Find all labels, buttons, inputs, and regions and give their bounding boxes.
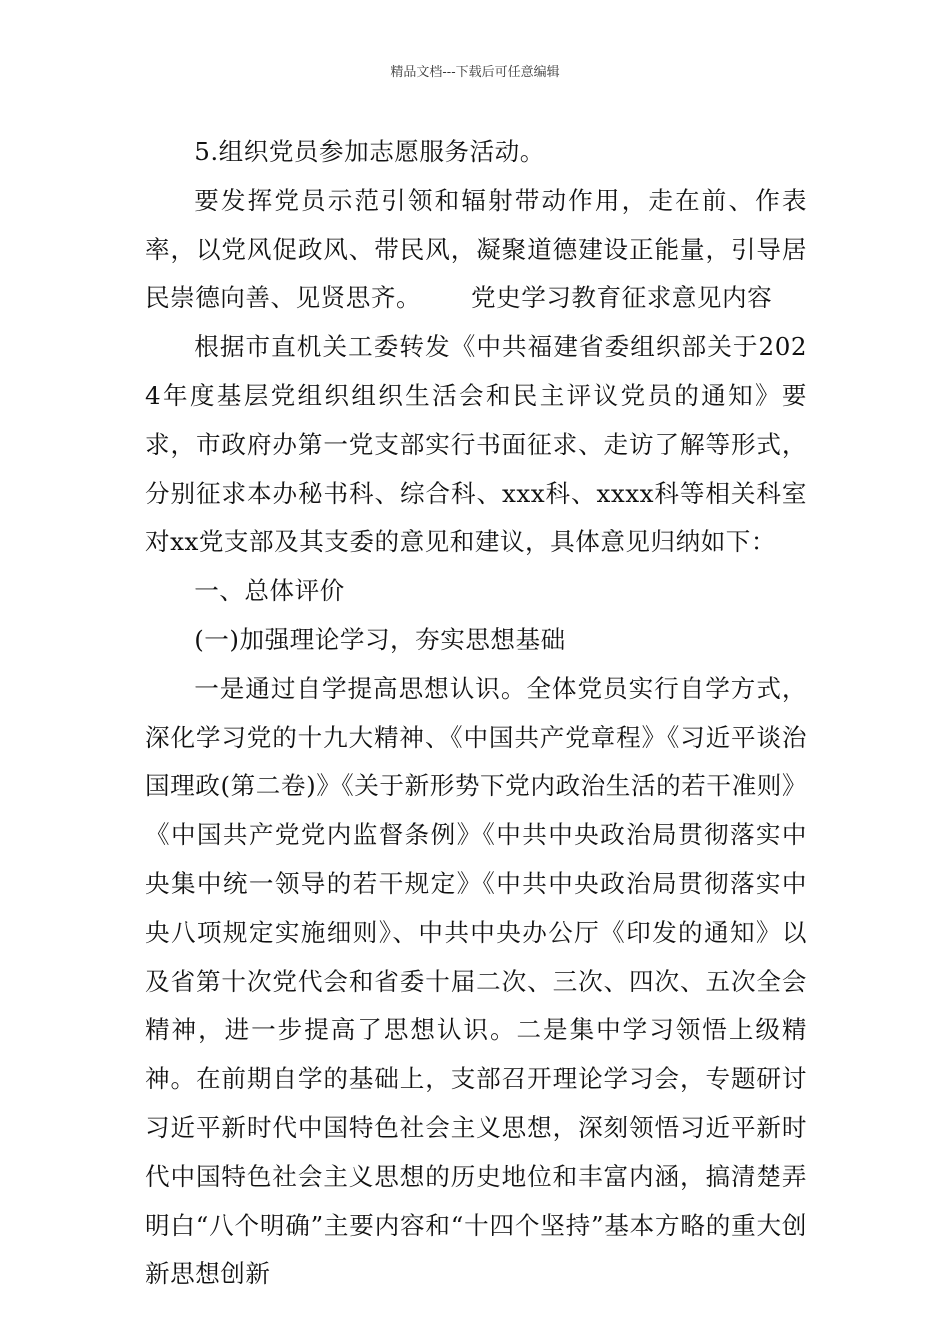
heading-overall-evaluation: 一、总体评价 xyxy=(194,576,345,606)
paragraph-self-study: 一是通过自学提高思想认识。全体党员实行自学方式，深化学习党的十九大精神、《中国共产党章程》《习近平谈治国理政(第二卷)》《关于新形势下党内政治生活的若干准则》《中国共产党党内监督条例》《中共中央政治局贯彻落实中央集中统一领导的若干规定》《中共中央政治局贯彻落实中央八项规定实施细则》、中共中央办公厅《印发的通知》以及省第十次党代会和省委十届二次、三次、四次、五次全会精神，进一步提高了思想认识。二是集中学习领悟上级精神。在前期自学的基础上，支部召开理论学习会，专题研讨习近平新时代中国特色社会主义思想，深刻领悟习近平新时代中国特色社会主义思想的历史地位和丰富内涵，搞清楚弄明白“八个明确”主要内容和“十四个坚持”基本方略的重大创新思想创新 xyxy=(145,673,807,1289)
heading-theory-study: (一)加强理论学习，夯实思想基础 xyxy=(194,624,566,654)
paragraph-role-model-text: 要发挥党员示范引领和辐射带动作用，走在前、作表率，以党风促政风、带民风，凝聚道德建设正能量，引导居民崇德向善、见贤思齐。 xyxy=(145,185,807,313)
document-body xyxy=(145,128,807,1299)
paragraph-role-model xyxy=(145,177,807,323)
section-title: 党史学习教育征求意见内容 xyxy=(471,283,773,313)
paragraph-intro: 根据市直机关工委转发《中共福建省委组织部关于2024年度基层党组织组织生活会和民主评议党员的通知》要求，市政府办第一党支部实行书面征求、走访了解等形式，分别征求本办秘书科、综合科、xxx科、xxxx科等相关科室对xx党支部及其支委的意见和建议，具体意见归纳如下： xyxy=(145,332,807,557)
page-header: 精品文档---下载后可任意编辑 xyxy=(390,65,560,80)
paragraph-item-five: 5.组织党员参加志愿服务活动。 xyxy=(194,137,545,166)
